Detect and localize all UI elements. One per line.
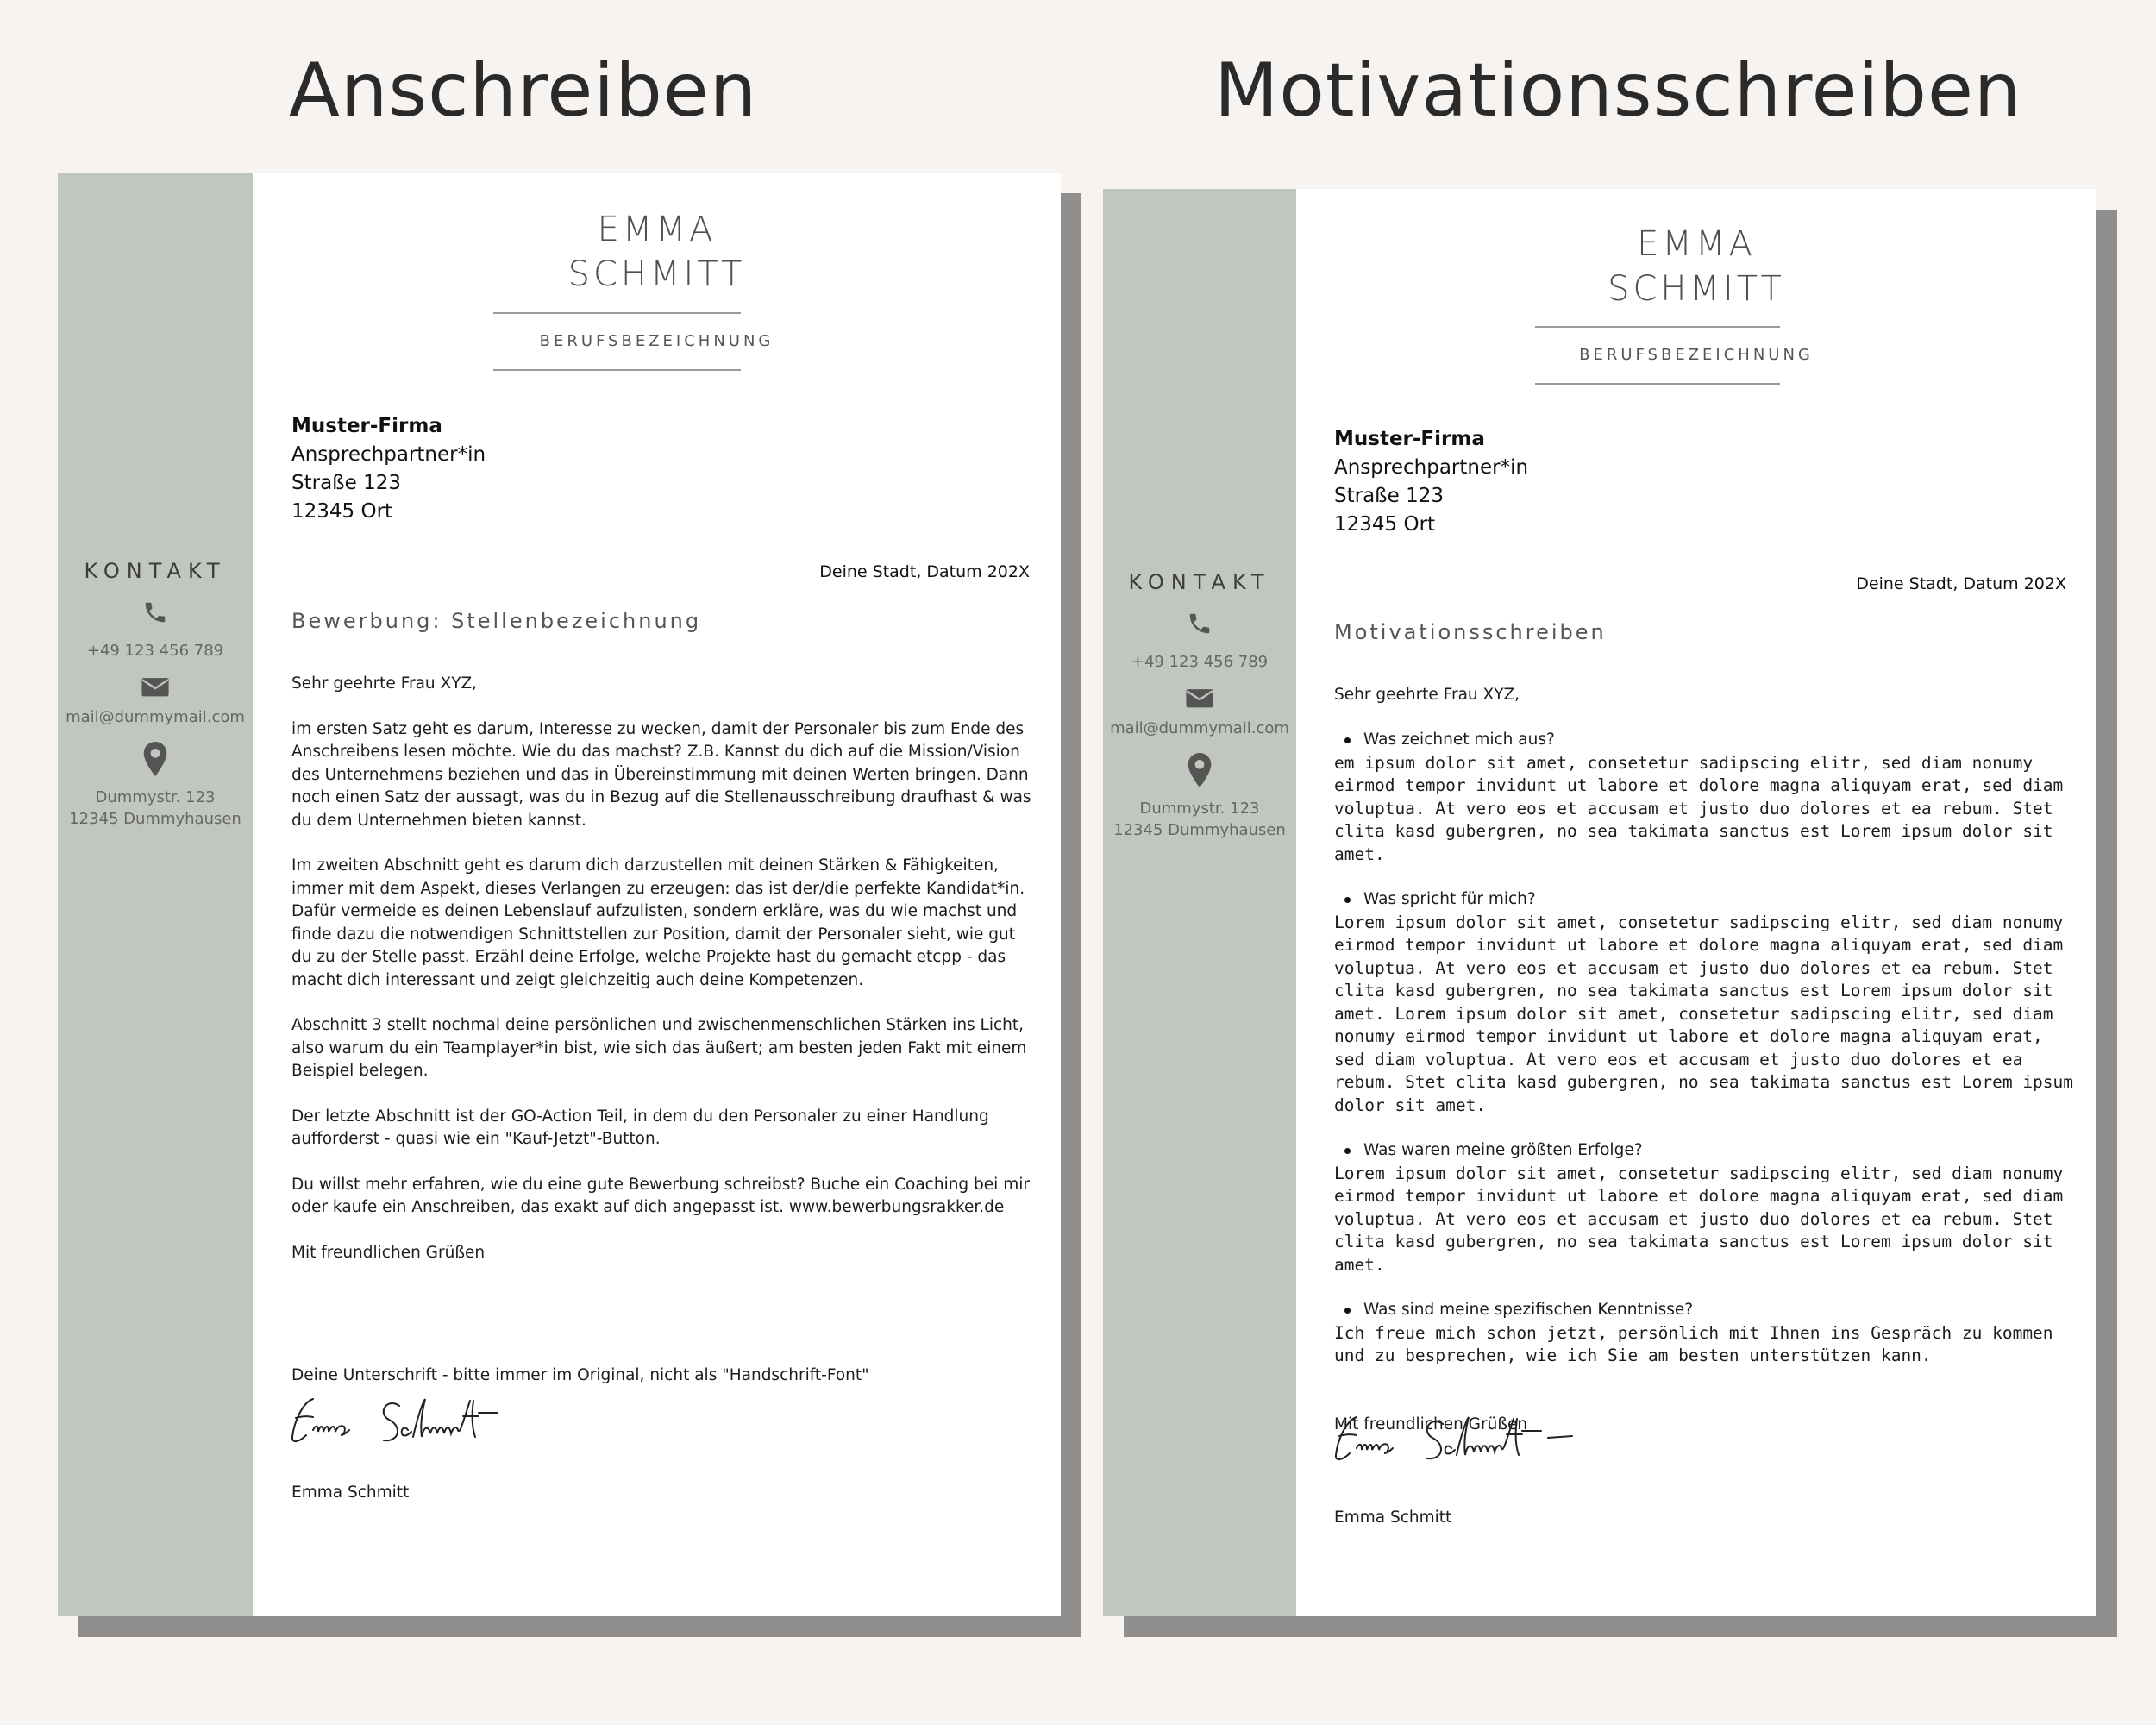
name-last: SCHMITT [567, 254, 746, 294]
name-last: SCHMITT [1608, 269, 1785, 309]
recipient-address [1334, 425, 1528, 539]
section [1334, 888, 2076, 1117]
section-text: em ipsum dolor sit amet, consetetur sadipscing elitr, sed diam nonumy eirmod tempor invidunt ut labore et dolore magna aliquyam erat, sed diam voluptua. At vero eos et accusam et justo duo dolores et ea rebum. Stet clita kasd gubergren, no sea takimata sanctus est Lorem ipsum dolor sit amet. [1334, 752, 2064, 864]
phone-icon [1187, 606, 1213, 641]
letter-subject: Motivationsschreiben [1334, 620, 1607, 644]
section-text: Lorem ipsum dolor sit amet, consetetur sadipscing elitr, sed diam nonumy eirmod tempor invidunt ut labore et dolore magna aliquyam erat, sed diam voluptua. At vero eos et accusam et justo duo dolores et ea rebum. Stet clita kasd gubergren, no sea takimata sanctus est Lorem ipsum dolor sit amet. Lorem ipsum dolor sit amet, consetetur sadipscing elitr, sed diam nonumy eirmod tempor invidunt ut labore et dolore magna aliquyam erat, sed diam voluptua. At vero eos et accusam et justo duo dolores et ea rebum. Stet clita kasd gubergren, no sea takimata sanctus est Lorem ipsum dolor sit amet. [1334, 912, 2074, 1115]
contact-title: KONTAKT [1128, 570, 1271, 594]
mail-icon [141, 674, 170, 699]
section [1334, 1299, 2076, 1368]
contact-street: Dummystr. 123 [95, 788, 216, 806]
letter-body [291, 673, 1033, 1287]
signoff-name: Emma Schmitt [291, 1484, 410, 1502]
recipient-company: Muster-Firma [1334, 428, 1485, 450]
recipient-street: Straße 123 [1334, 485, 1445, 507]
section-question: Was spricht für mich? [1334, 888, 2076, 912]
phone-icon [142, 595, 168, 630]
section-question: Was waren meine größten Erfolge? [1334, 1139, 2076, 1163]
divider-top [1535, 326, 1780, 328]
contact-email: mail@dummymail.com [66, 708, 245, 726]
motivation-body [1334, 729, 2076, 1390]
salutation: Sehr geehrte Frau XYZ, [1334, 686, 1520, 704]
recipient-contact: Ansprechpartner*in [291, 443, 486, 466]
contact-block [58, 559, 253, 830]
contact-city: 12345 Dummyhausen [1113, 821, 1286, 839]
paragraph: Du willst mehr erfahren, wie du eine gute Bewerbung schreibst? Buche ein Coaching bei mir oder kaufe ein Anschreiben, das exakt auf dich angepasst ist. www.bewerbungsrakker.de [291, 1175, 1030, 1216]
contact-title: KONTAKT [84, 559, 227, 583]
job-title: BERUFSBEZEICHNUNG [1579, 346, 1814, 364]
paragraph: Der letzte Abschnitt ist der GO-Action Teil, in dem du den Personaler zu einer Handlung aufforderst - quasi wie ein "Kauf-Jetzt"-Button. [291, 1107, 989, 1148]
section-text: Lorem ipsum dolor sit amet, consetetur sadipscing elitr, sed diam nonumy eirmod tempor invidunt ut labore et dolore magna aliquyam erat, sed diam voluptua. At vero eos et accusam et justo duo dolores et ea rebum. Stet clita kasd gubergren, no sea takimata sanctus est Lorem ipsum dolor sit amet. [1334, 1163, 2064, 1275]
letter-content [253, 172, 1061, 1616]
location-pin-icon [141, 740, 169, 778]
recipient-company: Muster-Firma [291, 415, 442, 437]
section [1334, 1139, 2076, 1276]
name-first: EMMA [597, 210, 717, 249]
salutation: Sehr geehrte Frau XYZ, [291, 674, 478, 693]
paragraph: im ersten Satz geht es darum, Interesse zu wecken, damit der Personaler bis zum Ende des Anschreibens lesen möchte. Wie du das machst? Z.B. Kannst du dich auf die Mission/Vision des Unternehmens beziehen und das in Übereinstimmung mit deinen Werten bringen. Dann noch einen Satz der aussagt, was du in Bezug auf die Stellenausschreibung draufhast & was du dem Unternehmen bieten kannst. [291, 719, 1031, 830]
cover-letter-page [58, 172, 1061, 1616]
letter-subject: Bewerbung: Stellenbezeichnung [291, 609, 702, 633]
section-question: Was zeichnet mich aus? [1334, 729, 2076, 752]
divider-bottom [1535, 383, 1780, 385]
sidebar [1103, 189, 1296, 1616]
paragraph: Abschnitt 3 stellt nochmal deine persönlichen und zwischenmenschlichen Stärken ins Licht, also warum du ein Teamplayer*in bist, wie sich das äußert; am besten jeden Fakt mit einem Beispiel belegen. [291, 1016, 1027, 1080]
job-title: BERUFSBEZEICHNUNG [539, 332, 774, 350]
contact-phone: +49 123 456 789 [1131, 653, 1269, 671]
recipient-city: 12345 Ort [291, 500, 393, 523]
paragraph: Im zweiten Abschnitt geht es darum dich darzustellen mit deinen Stärken & Fähigkeiten, immer mit dem Aspekt, dieses Verlangen zu erzeugen: das ist der/die perfekte Kandidat*in. Dafür vermeide es deinen Lebenslauf aufzulisten, sondern erkläre, was du wie machst und finde dazu die notwendigen Schnittstellen zur Position, damit der Personaler sieht, wie gut du zu der Stelle passt. Erzähl deine Erfolge, welche Projekte hast du gemacht etcpp - das macht dich interessant und zeigt gleichzeitig auch deine Kompetenzen. [291, 856, 1025, 989]
mail-icon [1185, 685, 1214, 711]
contact-city: 12345 Dummyhausen [69, 810, 241, 828]
letter-content [1296, 189, 2096, 1616]
divider-top [493, 312, 741, 314]
section-text: Ich freue mich schon jetzt, persönlich mit Ihnen ins Gespräch zu kommen und zu besprechen, wie ich Sie am besten unterstützen kann. [1334, 1322, 2053, 1365]
contact-street: Dummystr. 123 [1139, 800, 1260, 818]
contact-block [1103, 570, 1296, 841]
divider-bottom [493, 369, 741, 371]
heading-motivationsschreiben: Motivationsschreiben [1214, 47, 2022, 134]
heading-anschreiben: Anschreiben [289, 47, 758, 134]
recipient-address [291, 412, 486, 526]
section-question: Was sind meine spezifischen Kenntnisse? [1334, 1299, 2076, 1322]
section [1334, 729, 2076, 866]
contact-phone: +49 123 456 789 [86, 642, 224, 660]
sidebar [58, 172, 253, 1616]
closing: Mit freundlichen Grüßen [1334, 1415, 1528, 1433]
motivation-letter-page [1103, 189, 2096, 1616]
handwritten-signature [287, 1387, 546, 1456]
recipient-street: Straße 123 [291, 472, 402, 494]
signature-note: Deine Unterschrift - bitte immer im Original, nicht als "Handschrift-Font" [291, 1366, 869, 1384]
name-first: EMMA [1637, 224, 1756, 264]
location-pin-icon [1186, 751, 1213, 789]
letter-date: Deine Stadt, Datum 202X [1856, 574, 2066, 593]
handwritten-signature [1331, 1405, 1589, 1474]
letter-date: Deine Stadt, Datum 202X [819, 562, 1030, 581]
recipient-city: 12345 Ort [1334, 513, 1436, 536]
closing: Mit freundlichen Grüßen [291, 1243, 486, 1262]
contact-email: mail@dummymail.com [1110, 719, 1289, 737]
signoff-name: Emma Schmitt [1334, 1509, 1452, 1527]
recipient-contact: Ansprechpartner*in [1334, 456, 1529, 479]
